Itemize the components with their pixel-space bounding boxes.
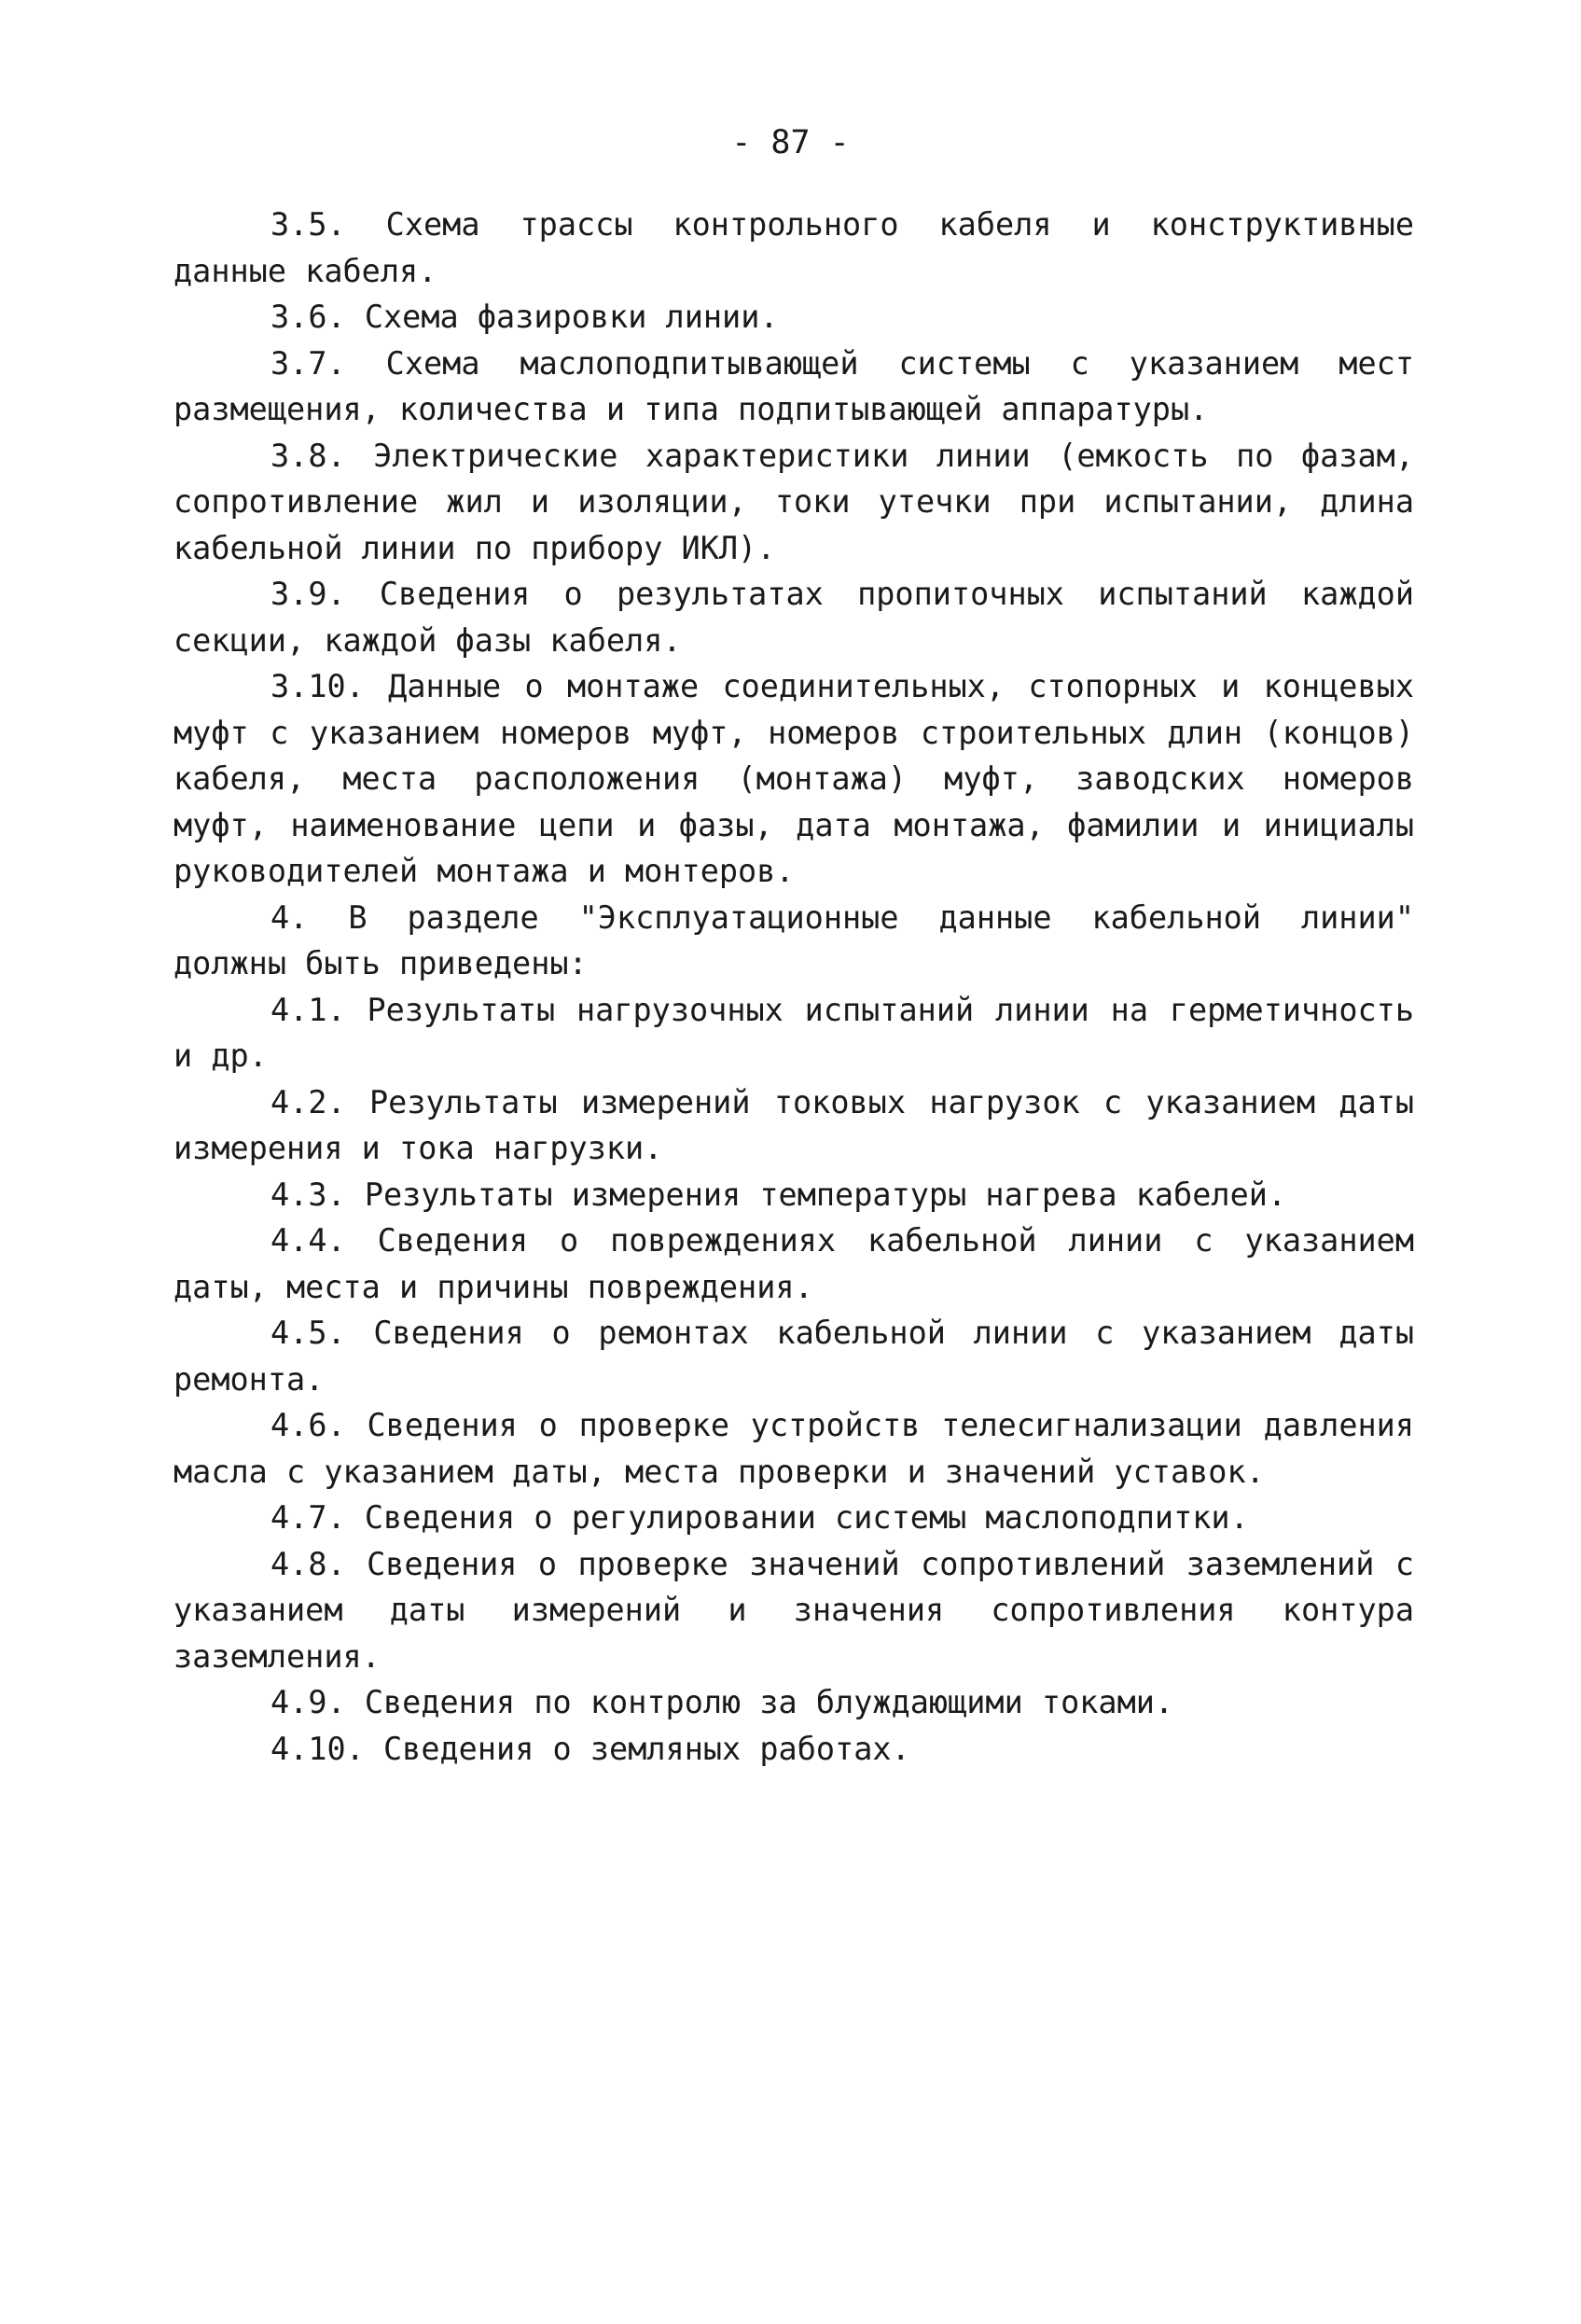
paragraph-4-10: 4.10. Сведения о земляных работах. [270, 1730, 910, 1767]
paragraph-3-9: 3.9. Сведения о результатах пропиточных испытаний каждой секции, каждой фазы кабеля. [173, 576, 1414, 659]
paragraph-4-9: 4.9. Сведения по контролю за блуждающими токами. [270, 1684, 1174, 1720]
paragraph-4-6: 4.6. Сведения о проверке устройств телесигнализации давления масла с указанием даты, места проверки и значений уставок. [173, 1407, 1414, 1490]
paragraph-4-4: 4.4. Сведения о повреждениях кабельной линии с указанием даты, места и причины повреждения. [173, 1222, 1414, 1305]
paragraph-4-7: 4.7. Сведения о регулировании системы маслоподпитки. [270, 1499, 1249, 1536]
paragraph-3-8: 3.8. Электрические характеристики линии (емкость по фазам, сопротивление жил и изоляции, токи утечки при испытании, длина кабельной линии по прибору ИКЛ). [173, 437, 1414, 566]
paragraph-4-1: 4.1. Результаты нагрузочных испытаний линии на герметичность и др. [173, 991, 1414, 1074]
paragraph-4: 4. В разделе "Эксплуатационные данные кабельной линии" должны быть приведены: [173, 898, 1414, 981]
paragraph-4-8: 4.8. Сведения о проверке значений сопротивлений заземлений с указанием даты измерений и значения сопротивления контура заземления. [173, 1545, 1414, 1675]
paragraph-3-5: 3.5. Схема трассы контрольного кабеля и конструктивные данные кабеля. [173, 206, 1414, 289]
paragraph-3-10: 3.10. Данные о монтаже соединительных, стопорных и концевых муфт с указанием номеров муфт, номеров строительных длин (концов) кабеля, места расположения (монтажа) муфт, заводских номеров муфт, наименование цепи и фазы, дата монтажа, фамилии и инициалы руководителей монтажа и монтеров. [173, 668, 1414, 889]
paragraph-4-3: 4.3. Результаты измерения температуры нагрева кабелей. [270, 1176, 1287, 1213]
body-text [173, 202, 1414, 1772]
page-number: - 87 - [731, 124, 850, 161]
paragraph-4-2: 4.2. Результаты измерений токовых нагрузок с указанием даты измерения и тока нагрузки. [173, 1083, 1414, 1166]
paragraph-3-7: 3.7. Схема маслоподпитывающей системы с указанием мест размещения, количества и типа подпитывающей аппаратуры. [173, 344, 1414, 427]
paragraph-3-6: 3.6. Схема фазировки линии. [270, 299, 779, 335]
paragraph-4-5: 4.5. Сведения о ремонтах кабельной линии с указанием даты ремонта. [173, 1315, 1414, 1398]
